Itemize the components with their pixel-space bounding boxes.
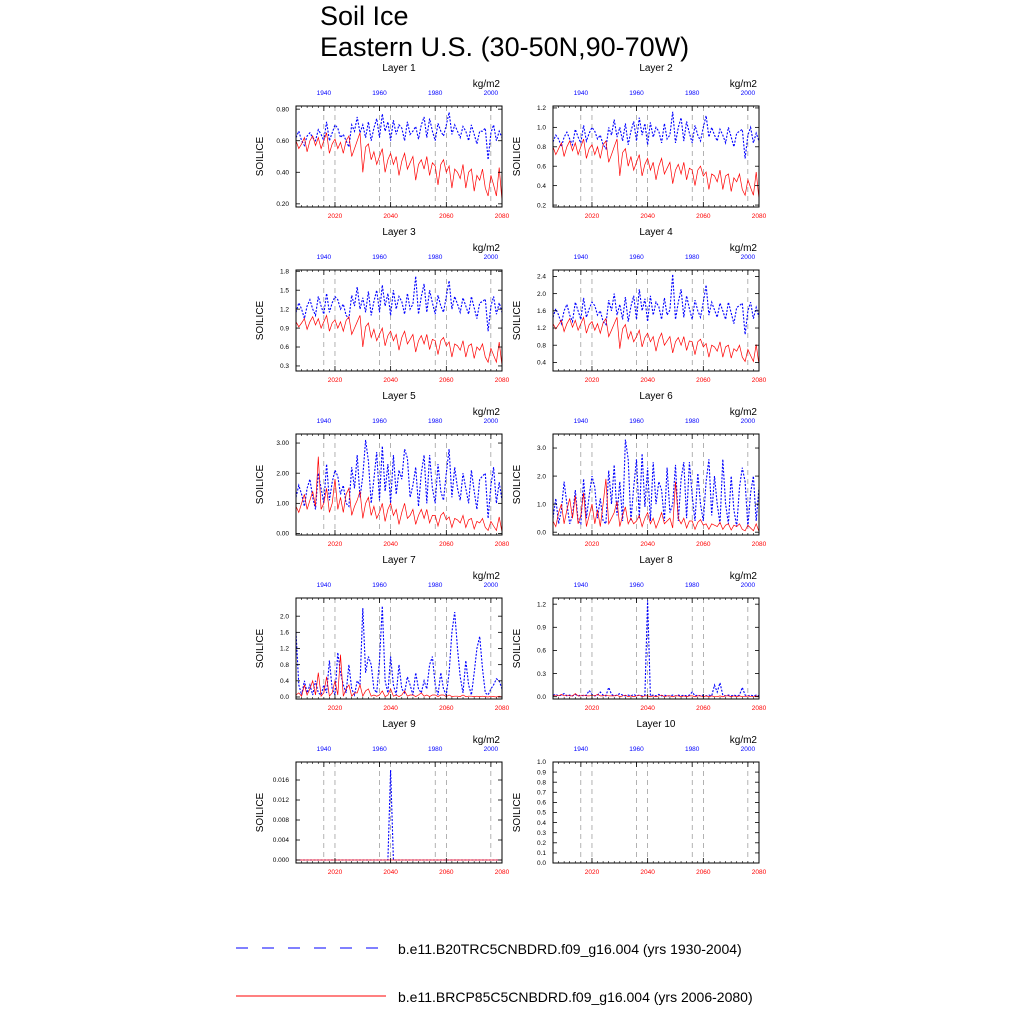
y-tick-label: 0.8 xyxy=(536,779,546,787)
y-tick-label: 1.2 xyxy=(536,105,546,113)
x-tick-label-bottom: 2080 xyxy=(751,705,767,712)
y-axis-label: SOILICE xyxy=(255,464,266,505)
series-historical xyxy=(296,606,502,695)
y-tick-label: 0.3 xyxy=(279,363,289,371)
x-tick-label-top: 1940 xyxy=(573,746,589,753)
x-tick-label-bottom: 2060 xyxy=(439,541,454,548)
panel-title: Layer 3 xyxy=(382,227,416,238)
x-tick-label-top: 1960 xyxy=(372,418,387,425)
x-tick-label-bottom: 2040 xyxy=(640,541,655,548)
y-tick-label: 0.9 xyxy=(536,769,546,777)
x-tick-label-top: 1980 xyxy=(427,746,443,753)
units-label: kg/m2 xyxy=(472,79,500,90)
y-tick-label: 0.0 xyxy=(536,860,546,868)
x-tick-label-bottom: 2040 xyxy=(640,377,655,384)
plot-frame xyxy=(296,270,502,371)
panel-title: Layer 10 xyxy=(636,719,676,730)
y-tick-label: 1.0 xyxy=(536,124,546,132)
y-tick-label: 0.6 xyxy=(279,344,289,352)
x-tick-label-bottom: 2040 xyxy=(640,869,655,876)
y-tick-label: 0.80 xyxy=(276,106,289,114)
y-tick-label: 0.9 xyxy=(536,624,546,632)
figure-title-line2: Eastern U.S. (30-50N,90-70W) xyxy=(320,32,690,62)
x-tick-label-bottom: 2060 xyxy=(439,213,454,220)
units-label: kg/m2 xyxy=(472,735,500,746)
x-tick-label-bottom: 2040 xyxy=(640,213,655,220)
y-tick-label: 0.0 xyxy=(536,693,546,701)
y-tick-label: 1.2 xyxy=(536,601,546,609)
x-tick-label-bottom: 2060 xyxy=(439,377,454,384)
series-historical xyxy=(296,440,502,518)
x-tick-label-bottom: 2080 xyxy=(751,213,767,220)
x-tick-label-top: 1940 xyxy=(573,582,589,589)
panel-title: Layer 7 xyxy=(382,555,416,566)
y-tick-label: 0.4 xyxy=(536,359,546,367)
y-tick-label: 1.0 xyxy=(536,501,546,509)
y-tick-label: 0.9 xyxy=(279,325,289,333)
x-tick-label-top: 1980 xyxy=(427,90,443,97)
panel-layer-7 xyxy=(255,555,510,712)
y-tick-label: 1.8 xyxy=(279,268,289,276)
y-tick-label: 0.1 xyxy=(536,850,546,858)
series-historical xyxy=(553,112,759,159)
x-tick-label-top: 2000 xyxy=(740,90,756,97)
units-label: kg/m2 xyxy=(729,407,757,418)
y-tick-label: 1.2 xyxy=(536,325,546,333)
series-historical xyxy=(296,770,502,860)
series-future xyxy=(296,457,502,532)
x-tick-label-top: 1960 xyxy=(629,90,644,97)
y-axis-label: SOILICE xyxy=(512,792,523,833)
panel-grid xyxy=(255,63,767,876)
x-tick-label-top: 2000 xyxy=(483,254,499,261)
legend-label-historical: b.e11.B20TRC5CNBDRD.f09_g16.004 (yrs 1930-2004) xyxy=(398,941,742,957)
panel-title: Layer 9 xyxy=(382,719,416,730)
y-tick-label: 0.008 xyxy=(272,817,289,825)
legend xyxy=(236,941,753,1005)
panel-title: Layer 1 xyxy=(382,63,416,74)
y-tick-label: 0.000 xyxy=(272,857,289,865)
y-tick-label: 0.6 xyxy=(536,647,546,655)
x-tick-label-bottom: 2080 xyxy=(494,705,510,712)
panel-layer-4 xyxy=(512,227,767,384)
x-tick-label-bottom: 2040 xyxy=(383,705,398,712)
y-axis-label: SOILICE xyxy=(255,300,266,341)
y-axis-label: SOILICE xyxy=(512,628,523,669)
x-tick-label-bottom: 2080 xyxy=(751,541,767,548)
panel-title: Layer 2 xyxy=(639,63,673,74)
y-tick-label: 0.2 xyxy=(536,202,546,210)
y-tick-label: 1.0 xyxy=(536,759,546,767)
y-tick-label: 1.6 xyxy=(279,629,289,637)
x-tick-label-bottom: 2080 xyxy=(494,213,510,220)
figure-title-line1: Soil Ice xyxy=(320,1,409,31)
x-tick-label-top: 1940 xyxy=(316,746,332,753)
units-label: kg/m2 xyxy=(472,407,500,418)
x-tick-label-bottom: 2080 xyxy=(494,377,510,384)
y-axis-label: SOILICE xyxy=(512,300,523,341)
series-historical xyxy=(553,600,759,696)
panel-title: Layer 8 xyxy=(639,555,673,566)
y-tick-label: 1.2 xyxy=(279,306,289,314)
y-tick-label: 2.4 xyxy=(536,273,546,281)
series-historical xyxy=(553,440,759,527)
x-tick-label-bottom: 2080 xyxy=(751,869,767,876)
x-tick-label-bottom: 2020 xyxy=(584,869,600,876)
x-tick-label-bottom: 2060 xyxy=(696,705,711,712)
y-tick-label: 0.40 xyxy=(276,169,289,177)
x-tick-label-top: 2000 xyxy=(740,254,756,261)
x-tick-label-bottom: 2060 xyxy=(696,213,711,220)
panel-title: Layer 5 xyxy=(382,391,416,402)
y-tick-label: 2.0 xyxy=(536,290,546,298)
x-tick-label-top: 2000 xyxy=(740,746,756,753)
x-tick-label-bottom: 2020 xyxy=(327,869,343,876)
panel-layer-10 xyxy=(512,719,767,876)
panel-layer-6 xyxy=(512,391,767,548)
y-axis-label: SOILICE xyxy=(255,136,266,177)
x-tick-label-bottom: 2020 xyxy=(327,213,343,220)
x-tick-label-top: 1980 xyxy=(684,90,700,97)
x-tick-label-bottom: 2080 xyxy=(494,869,510,876)
x-tick-label-bottom: 2040 xyxy=(383,213,398,220)
panel-layer-2 xyxy=(512,63,767,220)
x-tick-label-top: 1940 xyxy=(316,90,332,97)
y-tick-label: 0.4 xyxy=(279,678,289,686)
panel-layer-9 xyxy=(255,719,510,876)
y-tick-label: 2.0 xyxy=(536,473,546,481)
legend-label-future: b.e11.BRCP85C5CNBDRD.f09_g16.004 (yrs 2006-2080) xyxy=(398,989,753,1005)
panel-title: Layer 4 xyxy=(639,227,673,238)
y-axis-label: SOILICE xyxy=(512,136,523,177)
x-tick-label-top: 1960 xyxy=(372,90,387,97)
x-tick-label-top: 2000 xyxy=(740,418,756,425)
panel-layer-3 xyxy=(255,227,510,384)
x-tick-label-top: 1940 xyxy=(573,90,589,97)
series-future xyxy=(296,655,502,697)
y-tick-label: 0.8 xyxy=(536,342,546,350)
panel-layer-5 xyxy=(255,391,510,548)
y-tick-label: 1.6 xyxy=(536,308,546,316)
series-future xyxy=(296,133,502,201)
plot-frame xyxy=(553,106,759,207)
x-tick-label-bottom: 2020 xyxy=(327,705,343,712)
x-tick-label-top: 1960 xyxy=(372,254,387,261)
series-historical xyxy=(296,276,502,331)
y-tick-label: 2.0 xyxy=(279,613,289,621)
y-axis-label: SOILICE xyxy=(512,464,523,505)
y-tick-label: 0.8 xyxy=(279,661,289,669)
y-tick-label: 0.012 xyxy=(272,797,289,805)
y-tick-label: 0.2 xyxy=(536,840,546,847)
x-tick-label-bottom: 2060 xyxy=(439,869,454,876)
x-tick-label-top: 1960 xyxy=(629,254,644,261)
y-tick-label: 0.5 xyxy=(536,809,546,817)
panel-layer-1 xyxy=(255,63,510,220)
x-tick-label-top: 1980 xyxy=(684,254,700,261)
plot-frame xyxy=(296,762,502,863)
y-tick-label: 0.4 xyxy=(536,182,546,190)
plot-frame xyxy=(553,598,759,699)
y-tick-label: 0.004 xyxy=(272,837,289,845)
x-tick-label-top: 2000 xyxy=(483,418,499,425)
y-tick-label: 1.2 xyxy=(279,645,289,653)
x-tick-label-top: 1960 xyxy=(629,418,644,425)
y-tick-label: 0.0 xyxy=(536,529,546,537)
x-tick-label-top: 1980 xyxy=(427,418,443,425)
x-tick-label-top: 1980 xyxy=(427,582,443,589)
x-tick-label-bottom: 2060 xyxy=(696,541,711,548)
units-label: kg/m2 xyxy=(729,571,757,582)
units-label: kg/m2 xyxy=(472,243,500,254)
x-tick-label-top: 1960 xyxy=(372,582,387,589)
y-tick-label: 0.0 xyxy=(279,694,289,702)
x-tick-label-top: 1960 xyxy=(629,746,644,753)
plot-frame xyxy=(296,598,502,699)
series-future xyxy=(553,139,759,199)
x-tick-label-bottom: 2080 xyxy=(751,377,767,384)
x-tick-label-top: 1980 xyxy=(684,746,700,753)
x-tick-label-top: 1960 xyxy=(372,746,387,753)
x-tick-label-bottom: 2060 xyxy=(696,869,711,876)
y-tick-label: 0.00 xyxy=(276,530,289,538)
x-tick-label-top: 2000 xyxy=(483,582,499,589)
x-tick-label-bottom: 2040 xyxy=(383,869,398,876)
panel-title: Layer 6 xyxy=(639,391,673,402)
x-tick-label-top: 2000 xyxy=(483,90,499,97)
y-tick-label: 3.00 xyxy=(276,440,289,448)
y-axis-label: SOILICE xyxy=(255,628,266,669)
panel-layer-8 xyxy=(512,555,767,712)
y-tick-label: 1.5 xyxy=(279,287,289,295)
units-label: kg/m2 xyxy=(729,735,757,746)
x-tick-label-bottom: 2020 xyxy=(584,213,600,220)
y-tick-label: 3.0 xyxy=(536,445,546,453)
y-tick-label: 0.8 xyxy=(536,143,546,151)
plot-frame xyxy=(296,106,502,207)
x-tick-label-top: 1980 xyxy=(684,418,700,425)
y-tick-label: 1.00 xyxy=(276,500,289,508)
units-label: kg/m2 xyxy=(472,571,500,582)
x-tick-label-top: 1940 xyxy=(573,418,589,425)
y-tick-label: 0.6 xyxy=(536,163,546,171)
x-tick-label-top: 1940 xyxy=(573,254,589,261)
x-tick-label-bottom: 2040 xyxy=(383,377,398,384)
x-tick-label-top: 1940 xyxy=(316,582,332,589)
y-tick-label: 0.3 xyxy=(536,829,546,837)
series-future xyxy=(553,317,759,365)
units-label: kg/m2 xyxy=(729,79,757,90)
x-tick-label-bottom: 2080 xyxy=(494,541,510,548)
y-tick-label: 0.3 xyxy=(536,670,546,678)
x-tick-label-top: 2000 xyxy=(483,746,499,753)
y-tick-label: 2.00 xyxy=(276,470,289,478)
y-tick-label: 0.4 xyxy=(536,819,546,827)
y-tick-label: 0.20 xyxy=(276,201,289,209)
x-tick-label-bottom: 2020 xyxy=(584,377,600,384)
x-tick-label-bottom: 2020 xyxy=(584,541,600,548)
x-tick-label-top: 1980 xyxy=(427,254,443,261)
y-tick-label: 0.7 xyxy=(536,789,546,797)
y-tick-label: 0.016 xyxy=(272,777,289,785)
x-tick-label-bottom: 2040 xyxy=(640,705,655,712)
x-tick-label-bottom: 2040 xyxy=(383,541,398,548)
x-tick-label-bottom: 2060 xyxy=(439,705,454,712)
x-tick-label-top: 2000 xyxy=(740,582,756,589)
plot-frame xyxy=(296,434,502,535)
series-historical xyxy=(553,274,759,334)
y-axis-label: SOILICE xyxy=(255,792,266,833)
x-tick-label-bottom: 2020 xyxy=(327,541,343,548)
plot-frame xyxy=(553,762,759,863)
x-tick-label-bottom: 2020 xyxy=(584,705,600,712)
y-tick-label: 0.60 xyxy=(276,137,289,145)
y-tick-label: 0.6 xyxy=(536,799,546,807)
x-tick-label-bottom: 2020 xyxy=(327,377,343,384)
series-future xyxy=(296,315,502,366)
x-tick-label-top: 1940 xyxy=(316,418,332,425)
x-tick-label-top: 1980 xyxy=(684,582,700,589)
units-label: kg/m2 xyxy=(729,243,757,254)
x-tick-label-top: 1940 xyxy=(316,254,332,261)
x-tick-label-top: 1960 xyxy=(629,582,644,589)
x-tick-label-bottom: 2060 xyxy=(696,377,711,384)
